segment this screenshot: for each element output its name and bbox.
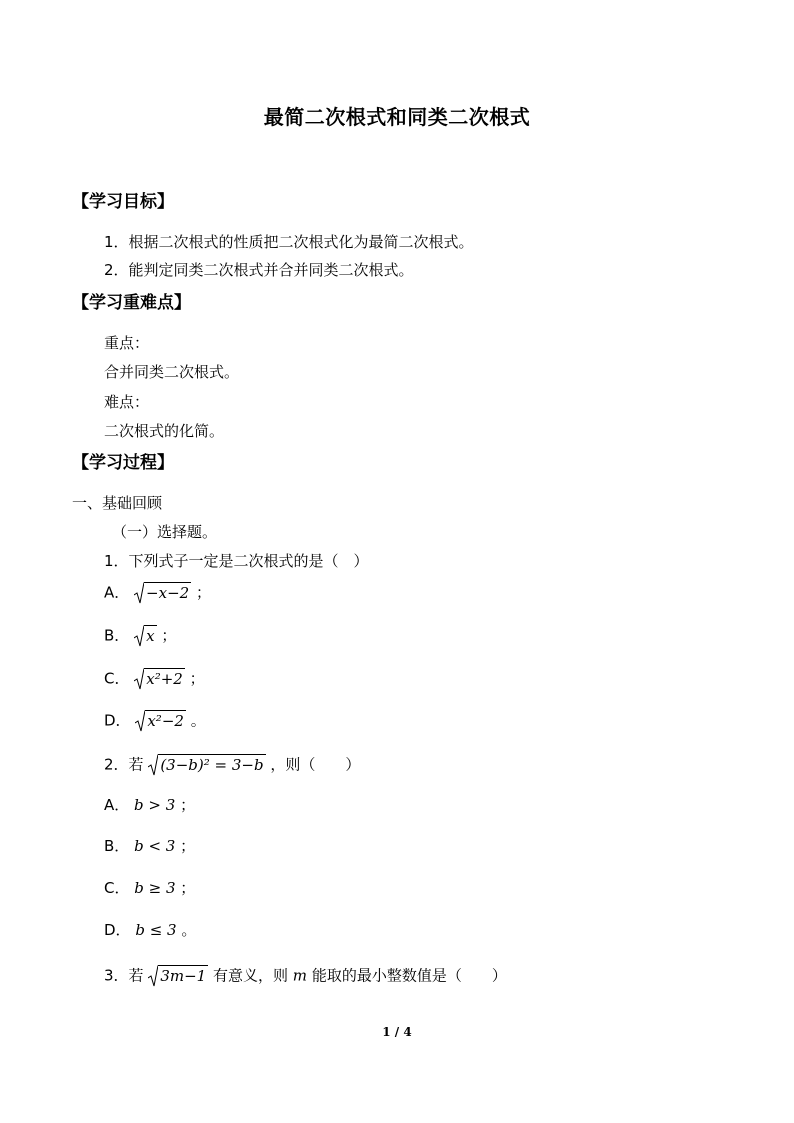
q1-option-c bbox=[104, 668, 205, 690]
radicand: 3m−1 bbox=[160, 967, 207, 985]
page-number: 1 / 4 bbox=[382, 1025, 412, 1039]
sqrt-expression bbox=[134, 668, 185, 690]
radicand: x bbox=[146, 627, 155, 645]
objective-item-1: 1．根据二次根式的性质把二次根式化为最简二次根式。 bbox=[104, 233, 474, 251]
option-end: ； bbox=[195, 583, 211, 602]
option-label: C． bbox=[104, 879, 130, 897]
section-heading-key-points: 【学习重难点】 bbox=[72, 293, 191, 313]
key-text: 合并同类二次根式。 bbox=[104, 363, 240, 381]
option-label: C． bbox=[104, 669, 130, 688]
question-3-stem bbox=[104, 965, 507, 987]
radical-sign-icon bbox=[134, 668, 144, 690]
option-end: 。 bbox=[190, 711, 206, 730]
radicand: −x−2 bbox=[146, 584, 190, 602]
option-label: B． bbox=[104, 837, 130, 855]
radical-sign-icon bbox=[134, 625, 144, 647]
sqrt-expression bbox=[148, 965, 208, 987]
sqrt-expression bbox=[134, 625, 156, 647]
option-label: A． bbox=[104, 583, 130, 602]
option-expression: b ≥ 3 bbox=[134, 879, 176, 897]
q3-variable: m bbox=[292, 966, 308, 985]
part-one-heading: 一、基础回顾 bbox=[72, 494, 163, 512]
q1-option-a bbox=[104, 582, 211, 604]
option-end: ； bbox=[180, 837, 196, 855]
option-label: D． bbox=[104, 921, 131, 939]
section-heading-objectives: 【学习目标】 bbox=[72, 192, 174, 212]
radical-sign-icon bbox=[148, 965, 158, 987]
option-end: ； bbox=[189, 669, 205, 688]
key-label: 重点： bbox=[104, 334, 150, 352]
sqrt-expression bbox=[148, 754, 265, 776]
q3-prefix: 3．若 bbox=[104, 966, 144, 985]
objective-item-2: 2．能判定同类二次根式并合并同类二次根式。 bbox=[104, 261, 414, 279]
radicand: x²+2 bbox=[146, 670, 183, 688]
q2-option-b bbox=[104, 839, 195, 854]
q1-option-d bbox=[104, 710, 206, 732]
section-heading-process: 【学习过程】 bbox=[72, 453, 174, 473]
q2-option-c bbox=[104, 881, 195, 896]
option-label: D． bbox=[104, 711, 131, 730]
radical-sign-icon bbox=[134, 582, 144, 604]
option-end: ； bbox=[180, 796, 196, 814]
option-end: ； bbox=[180, 879, 196, 897]
option-end: ； bbox=[161, 626, 177, 645]
radical-sign-icon bbox=[135, 710, 145, 732]
radical-sign-icon bbox=[148, 754, 158, 776]
option-label: B． bbox=[104, 626, 130, 645]
radicand: (3−b)² = 3−b bbox=[160, 756, 264, 774]
q2-suffix: ，则（ ） bbox=[270, 755, 361, 774]
q2-prefix: 2．若 bbox=[104, 755, 144, 774]
question-2-stem bbox=[104, 754, 360, 776]
q1-option-b bbox=[104, 625, 176, 647]
option-expression: b > 3 bbox=[134, 796, 176, 814]
difficulty-text: 二次根式的化简。 bbox=[104, 422, 225, 440]
radicand: x²−2 bbox=[147, 712, 184, 730]
option-label: A． bbox=[104, 796, 130, 814]
option-expression: b ≤ 3 bbox=[135, 921, 177, 939]
question-1-stem: 1．下列式子一定是二次根式的是（ ） bbox=[104, 552, 369, 570]
subpart-heading: （一）选择题。 bbox=[112, 523, 218, 541]
option-expression: b < 3 bbox=[134, 837, 176, 855]
sqrt-expression bbox=[135, 710, 186, 732]
q2-option-a bbox=[104, 798, 195, 813]
page-title: 最简二次根式和同类二次根式 bbox=[263, 105, 531, 129]
sqrt-expression bbox=[134, 582, 191, 604]
difficulty-label: 难点： bbox=[104, 393, 150, 411]
q3-suffix: 能取的最小整数值是（ ） bbox=[311, 966, 507, 985]
q2-option-d bbox=[104, 923, 196, 938]
option-end: 。 bbox=[181, 921, 197, 939]
q3-middle: 有意义，则 bbox=[213, 966, 289, 985]
